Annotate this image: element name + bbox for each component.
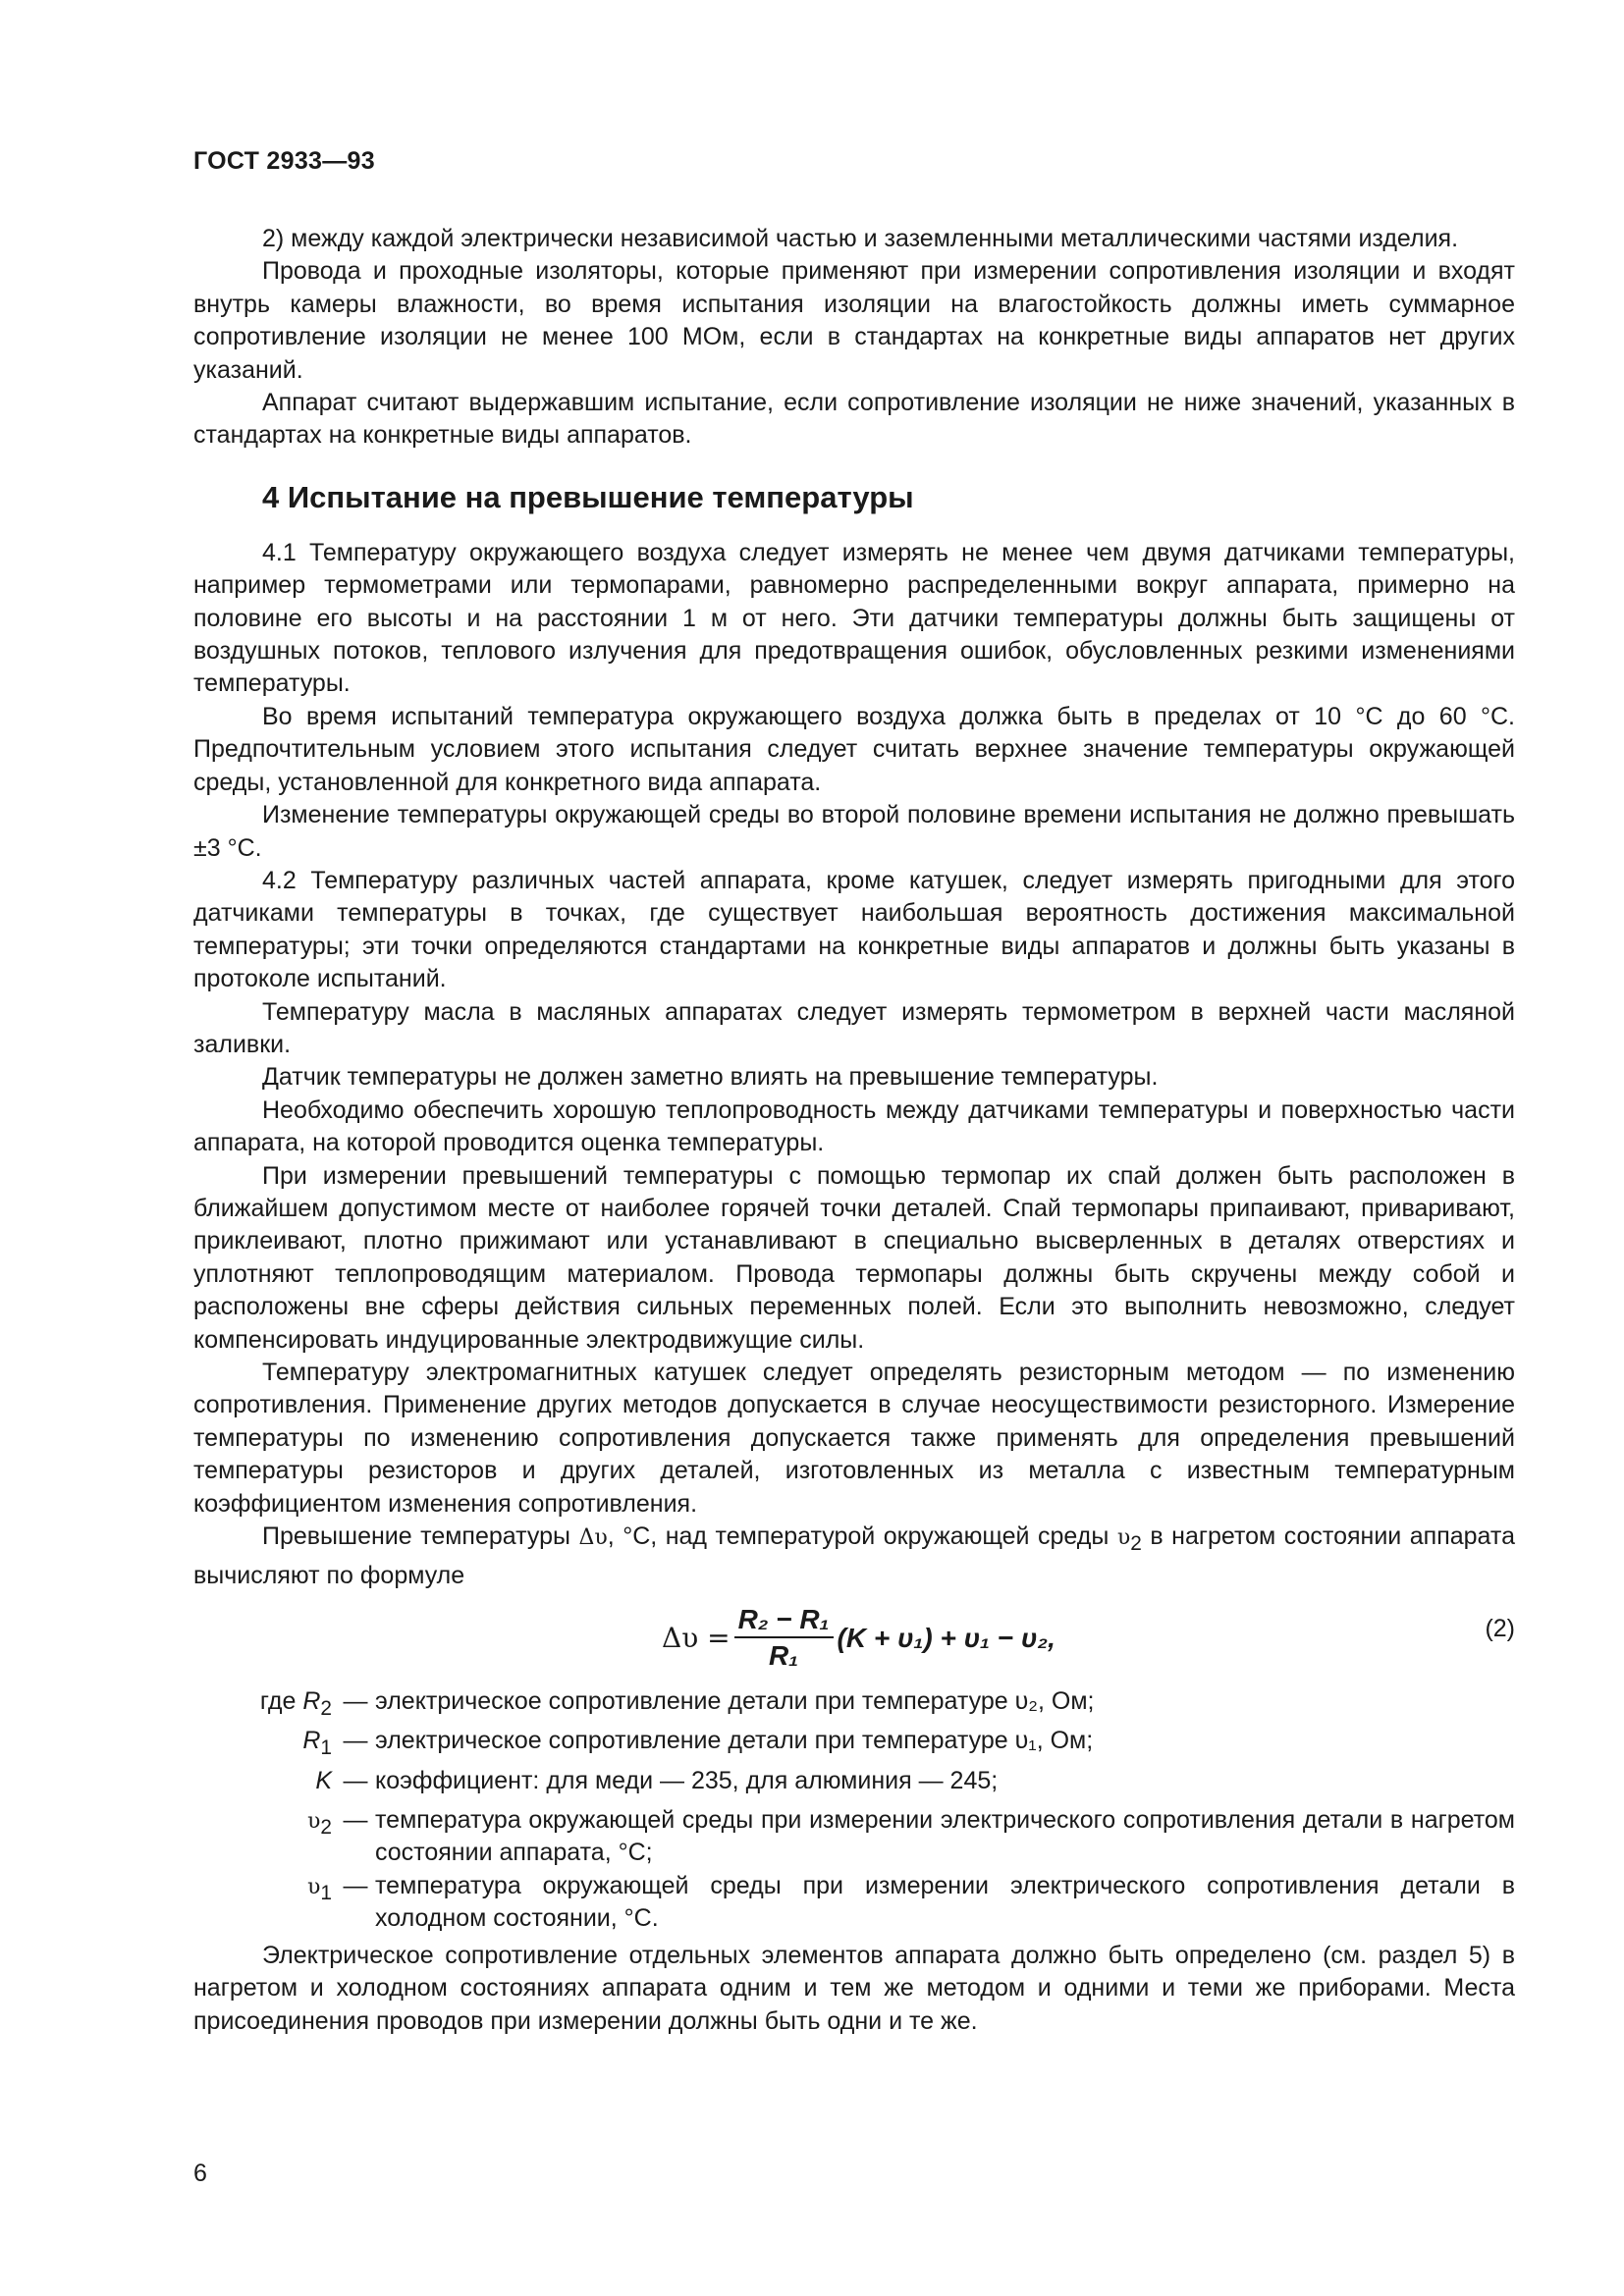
document-header: ГОСТ 2933—93	[193, 147, 375, 175]
where-dash: —	[343, 1766, 368, 1794]
where-text: температура окружающей среды при измерении электрического сопротивления детали в нагретом состоянии аппарата, °С;	[375, 1806, 1515, 1867]
where-subscript: 2	[320, 1816, 332, 1840]
where-dash: —	[343, 1806, 368, 1835]
where-item	[193, 1765, 1515, 1804]
where-symbol: υ	[307, 1874, 321, 1899]
where-text: коэффициент: для меди — 235, для алюминия — 245;	[375, 1766, 999, 1794]
formula-intro-text-3: в нагретом состоянии аппарата вычисляют по формуле	[193, 1522, 1515, 1590]
paragraph: 4.2 Температуру различных частей аппарата, кроме катушек, следует измерять пригодными для этого датчиками температуры в точках, где существует наибольшая вероятность достижения максимальной температуры; эти точки определяются стандартами на конкретные виды аппаратов и должны быть указаны в протоколе испытаний.	[193, 866, 1515, 993]
where-text: электрическое сопротивление детали при температуре υ₂, Ом;	[375, 1686, 1095, 1715]
paragraph: Во время испытаний температура окружающего воздуха должка быть в пределах от 10 °С до 60 °С. Предпочтительным условием этого испытания следует считать верхнее значение температуры окружающей среды, установленной для конкретного вида аппарата.	[193, 702, 1515, 796]
formula-intro-text-1: Превышение температуры	[262, 1522, 579, 1551]
where-symbol: R	[302, 1727, 321, 1755]
formula-fraction	[734, 1603, 834, 1673]
formula-block	[193, 1599, 1515, 1676]
paragraph: Температуру электромагнитных катушек следует определять резисторным методом — по изменению сопротивления. Применение других методов допускается в случае неосуществимости резисторного. Измерение температуры по изменению сопротивления допускается также применять для определения превышений температуры резисторов и других деталей, изготовленных из металла с известным температурным коэффициентом изменения сопротивления.	[193, 1359, 1515, 1518]
upsilon-subscript: 2	[1130, 1532, 1142, 1556]
where-subscript: 1	[320, 1736, 332, 1760]
where-subscript: 2	[320, 1696, 332, 1720]
document-body	[193, 223, 1515, 2038]
paragraph: Аппарат считают выдержавшим испытание, если сопротивление изоляции не ниже значений, указанных в стандартах на конкретные виды аппаратов.	[193, 389, 1515, 450]
paragraph: 4.1 Температуру окружающего воздуха следует измерять не менее чем двумя датчиками температуры, например термометрами или термопарами, равномерно распределенными вокруг аппарата, примерно на половине его высоты и на расстоянии 1 м от него. Эти датчики температуры должны быть защищены от воздушных потоков, теплового излучения для предотвращения ошибок, обусловленных резкими изменениями температуры.	[193, 538, 1515, 698]
paragraph: 2) между каждой электрически независимой частью и заземленными металлическими частями изделия.	[262, 225, 1459, 252]
where-symbol: K	[315, 1766, 332, 1794]
where-dash: —	[343, 1727, 368, 1755]
where-lead: где	[259, 1686, 297, 1715]
delta-upsilon-symbol: Δυ	[578, 1525, 608, 1551]
where-subscript: 1	[320, 1881, 332, 1904]
paragraph: Температуру масла в масляных аппаратах следует измерять термометром в верхней части масляной заливки.	[193, 997, 1515, 1058]
formula-numerator: R₂ − R₁	[734, 1603, 834, 1638]
where-list	[193, 1685, 1515, 1936]
where-dash: —	[343, 1686, 368, 1715]
formula-lhs: Δυ =	[662, 1621, 731, 1654]
formula-denominator: R₁	[769, 1640, 799, 1672]
equation-number: (2)	[1485, 1614, 1515, 1642]
formula-rhs: (K + υ₁) + υ₁ − υ₂,	[837, 1622, 1056, 1653]
upsilon-symbol: υ	[1116, 1525, 1131, 1551]
where-item	[193, 1685, 1515, 1725]
where-text: электрическое сопротивление детали при температуре υ₁, Ом;	[375, 1727, 1094, 1755]
where-dash: —	[343, 1871, 368, 1899]
formula	[662, 1603, 1056, 1673]
where-text: температура окружающей среды при измерении электрического сопротивления детали в холодном состоянии, °С.	[375, 1871, 1515, 1933]
paragraph: При измерении превышений температуры с помощью термопар их спай должен быть расположен в ближайшем допустимом месте от наиболее горячей точки деталей. Спай термопары припаивают, приваривают, приклеивают, плотно прижимают или устанавливают в специально высверленных в деталях отверстиях и уплотняют теплопроводящим материалом. Провода термопары должны быть скручены между собой и расположены вне сферы действия сильных переменных полей. Если это выполнить невозможно, следует компенсировать индуцированные электродвижущие силы.	[193, 1161, 1515, 1354]
formula-intro-text-2: , °С, над температурой окружающей среды	[607, 1522, 1117, 1551]
page-number: 6	[193, 2160, 207, 2187]
where-item	[193, 1804, 1515, 1870]
paragraph: Электрическое сопротивление отдельных элементов аппарата должно быть определено (см. раздел 5) в нагретом и холодном состояниях аппарата одним и тем же методом и одними и теми же приборами. Места присоединения проводов при измерении должны быть одни и те же.	[193, 1941, 1515, 2035]
formula-intro-paragraph	[193, 1521, 1515, 1593]
where-symbol: R	[302, 1686, 321, 1715]
paragraph: Необходимо обеспечить хорошую теплопроводность между датчиками температуры и поверхностью части аппарата, на которой проводится оценка температуры.	[193, 1095, 1515, 1157]
paragraph: Датчик температуры не должен заметно влиять на превышение температуры.	[262, 1063, 1159, 1092]
where-item	[193, 1870, 1515, 1936]
paragraph: Изменение температуры окружающей среды во второй половине времени испытания не должно превышать ±3 °С.	[193, 801, 1515, 862]
paragraph: Провода и проходные изоляторы, которые применяют при измерении сопротивления изоляции и входят внутрь камеры влажности, во время испытания изоляции на влагостойкость должны иметь суммарное сопротивление изоляции не менее 100 МОм, если в стандартах на конкретные виды аппаратов нет других указаний.	[193, 257, 1515, 384]
section-heading: 4 Испытание на превышение температуры	[262, 479, 914, 514]
where-item	[193, 1725, 1515, 1764]
where-symbol: υ	[307, 1809, 321, 1835]
